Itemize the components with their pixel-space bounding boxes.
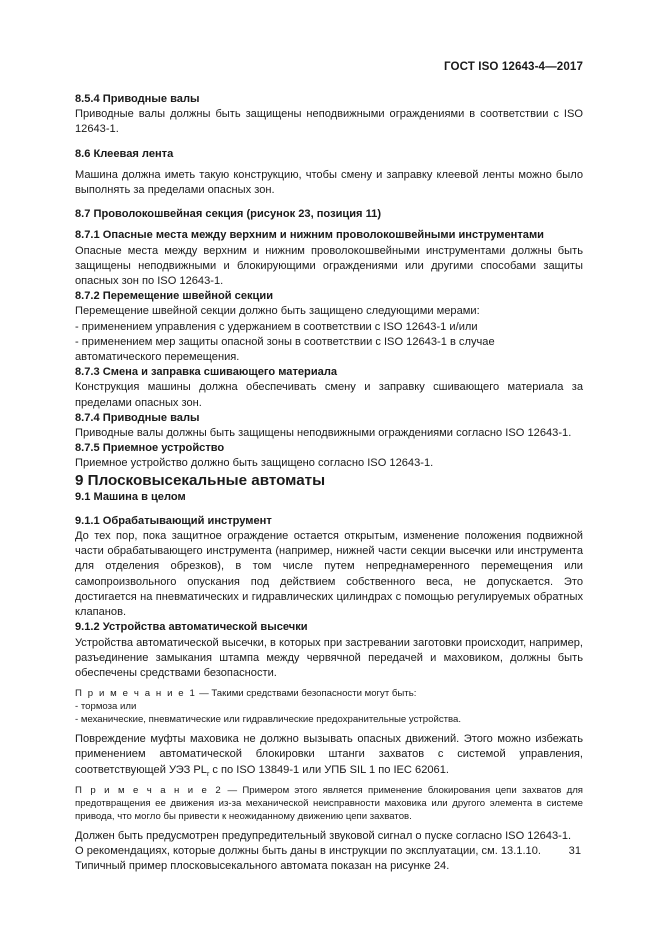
section-8-7-5-text: Приемное устройство должно быть защищено согласно ISO 12643-1. <box>75 457 434 470</box>
section-8-5-4-text: Приводные валы должны быть защищены неподвижными ограждениями в соответствии с ISO 12643-1. <box>75 108 583 136</box>
section-8-7-1-text: Опасные места между верхним и нижним проволокошвейными инструментами должны быть защищены неподвижными и блокирующими ограждениями или другими способами защиты опасных зон по ISO 12643-1. <box>75 244 583 288</box>
note-1-item-1: - тормоза или <box>75 701 137 713</box>
document-header: ГОСТ ISO 12643-4—2017 <box>443 60 583 73</box>
note-2-label: П р и м е ч а н и е 2 <box>75 784 223 796</box>
document-body <box>75 92 583 874</box>
section-8-7-4-text: Приводные валы должны быть защищены неподвижными ограждениями согласно ISO 12643-1. <box>75 427 572 440</box>
section-8-7-2-item-1: - применением управления с удержанием в соответствии с ISO 12643-1 и/или <box>75 320 478 333</box>
section-8-7-2-title: 8.7.2 Перемещение швейной секции <box>75 290 274 303</box>
section-9-1-2-text-5: Типичный пример плосковысекального автомата показан на рисунке 24. <box>75 860 450 873</box>
note-1-label: П р и м е ч а н и е 1 <box>75 688 197 700</box>
note-1 <box>75 687 583 700</box>
note-2-text: — Примером этого является применение блокирования цепи захватов для предотвращения ее движения из-за механической неисправности маховика или другого элемента в системе привода, что могло бы привести к неожиданному движению цепи захватов. <box>75 784 583 822</box>
section-9-1-1-text: До тех пор, пока защитное ограждение остается открытым, изменение положения подвижной части обрабатывающего инструмента (например, нижней части секции высечки или инструмента для отделения обрезков), в том числе путем непреднамеренного перемещения или самопроизвольного опускания под действием собственного веса, не допускается. Это достигается на пневматических и гидравлических цилиндрах с помощью регулируемых обратных клапанов. <box>75 530 583 619</box>
section-9-1-2-text-3: Должен быть предусмотрен предупредительный звуковой сигнал о пуске согласно ISO 12643-1. <box>75 829 572 842</box>
section-9-1-2-text-4: О рекомендациях, которые должны быть даны в инструкции по эксплуатации, см. 13.1.10. <box>75 844 541 857</box>
section-9-1-2-title: 9.1.2 Устройства автоматической высечки <box>75 621 308 634</box>
text-2-part-b: с по ISO 13849-1 или УПБ SIL 1 по IEC 62061. <box>209 763 449 776</box>
section-9-title: 9 Плосковысекальные автоматы <box>75 471 326 489</box>
note-2 <box>75 784 583 823</box>
note-1-item-2: - механические, пневматические или гидравлические предохранительные устройства. <box>75 714 462 726</box>
section-8-7-2-text: Перемещение швейной секции должно быть защищено следующими мерами: <box>75 305 480 318</box>
section-8-5-4-title: 8.5.4 Приводные валы <box>75 93 200 105</box>
text-2-subscript: r <box>206 770 210 778</box>
section-9-1-title: 9.1 Машина в целом <box>75 490 186 503</box>
note-1-text: — Такими средствами безопасности могут быть: <box>196 688 417 700</box>
section-8-7-5-title: 8.7.5 Приемное устройство <box>75 442 225 455</box>
section-8-6-text: Машина должна иметь такую конструкцию, чтобы смену и заправку клеевой ленты можно было выполнять за пределами опасных зон. <box>75 168 583 197</box>
section-8-7-4-title: 8.7.4 Приводные валы <box>75 411 200 424</box>
section-9-1-1-title: 9.1.1 Обрабатывающий инструмент <box>75 514 272 527</box>
section-9-1-2-text: Устройства автоматической высечки, в которых при застревании заготовки происходит, например, разъединение замыкания штампа между червячной передачей и маховиком, должны быть обеспечены средствами безопасности. <box>75 636 584 679</box>
text-2-part-a: Повреждение муфты маховика не должно вызывать опасных движений. Этого можно избежать применением автоматической блокировки штанги захватов с системой управления, соответствующей УЭЗ PL <box>75 733 583 776</box>
section-8-7-3-title: 8.7.3 Смена и заправка сшивающего материала <box>75 366 338 379</box>
section-8-7-title: 8.7 Проволокошвейная секция (рисунок 23, позиция 11) <box>75 208 382 221</box>
section-8-6-title: 8.6 Клеевая лента <box>75 147 174 160</box>
section-8-7-2-item-2: - применением мер защиты опасной зоны в соответствии с ISO 12643-1 в случае автоматического перемещения. <box>75 335 495 364</box>
section-8-7-1-title: 8.7.1 Опасные места между верхним и нижним проволокошвейными инструментами <box>75 229 544 242</box>
section-8-7-3-text: Конструкция машины должна обеспечивать смену и заправку сшивающего материала за пределами опасных зон. <box>75 381 583 409</box>
section-9-1-2-text-2 <box>75 732 583 778</box>
page-number: 31 <box>568 845 581 857</box>
